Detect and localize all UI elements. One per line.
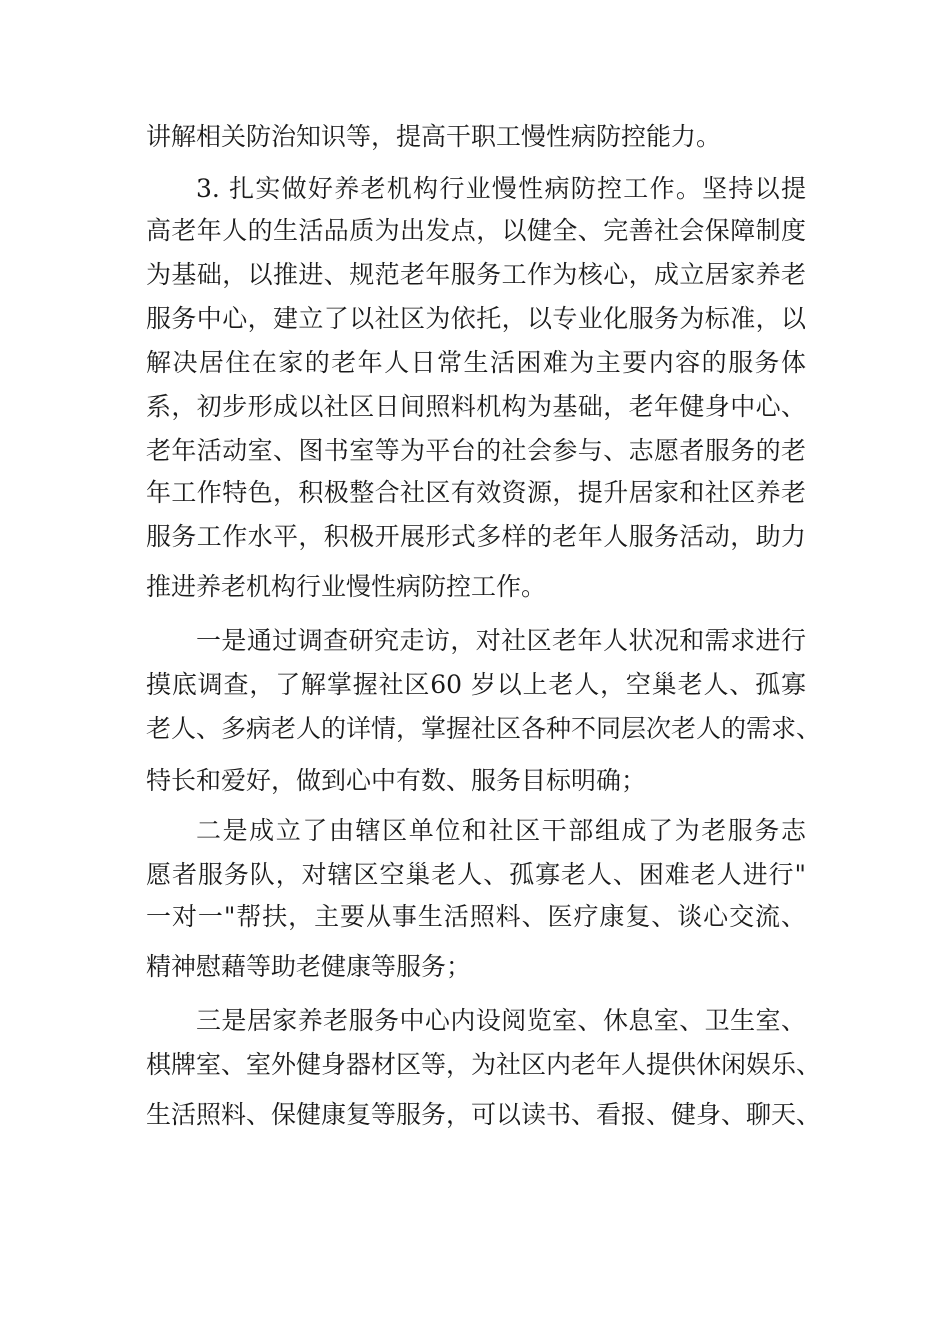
text-line: 二是成立了由辖区单位和社区干部组成了为老服务志 (196, 816, 806, 845)
text-line: 生活照料、保健康复等服务，可以读书、看报、健身、聊天、 (146, 1100, 822, 1129)
text-line: 精神慰藉等助老健康等服务； (146, 952, 472, 981)
text-line: 解决居住在家的老年人日常生活困难为主要内容的服务体 (146, 348, 806, 377)
text-line: 老人、多病老人的详情，掌握社区各种不同层次老人的需求、 (146, 714, 822, 743)
text-line: 为基础，以推进、规范老年服务工作为核心，成立居家养老 (146, 260, 806, 289)
text-line: 高老年人的生活品质为出发点，以健全、完善社会保障制度 (146, 216, 806, 245)
text-line: 摸底调查，了解掌握社区60 岁以上老人，空巢老人、孤寡 (146, 670, 806, 699)
text-line: 一是通过调查研究走访，对社区老年人状况和需求进行 (196, 626, 806, 655)
text-line: 年工作特色，积极整合社区有效资源，提升居家和社区养老 (146, 478, 806, 507)
text-line: 特长和爱好，做到心中有数、服务目标明确； (146, 766, 647, 795)
text-line: 讲解相关防治知识等，提高干职工慢性病防控能力。 (146, 122, 722, 151)
text-line: 三是居家养老服务中心内设阅览室、休息室、卫生室、 (196, 1006, 806, 1035)
text-line: 愿者服务队，对辖区空巢老人、孤寡老人、困难老人进行" (146, 860, 806, 889)
text-line: 一对一"帮扶，主要从事生活照料、医疗康复、谈心交流、 (146, 902, 806, 931)
text-line: 推进养老机构行业慢性病防控工作。 (146, 572, 547, 601)
text-line: 服务中心，建立了以社区为依托，以专业化服务为标准，以 (146, 304, 806, 333)
text-line: 系，初步形成以社区日间照料机构为基础，老年健身中心、 (146, 392, 806, 421)
text-line: 3. 扎实做好养老机构行业慢性病防控工作。坚持以提 (196, 174, 806, 203)
text-line: 棋牌室、室外健身器材区等，为社区内老年人提供休闲娱乐、 (146, 1050, 822, 1079)
text-line: 老年活动室、图书室等为平台的社会参与、志愿者服务的老 (146, 436, 806, 465)
text-line: 服务工作水平，积极开展形式多样的老年人服务活动，助力 (146, 522, 806, 551)
